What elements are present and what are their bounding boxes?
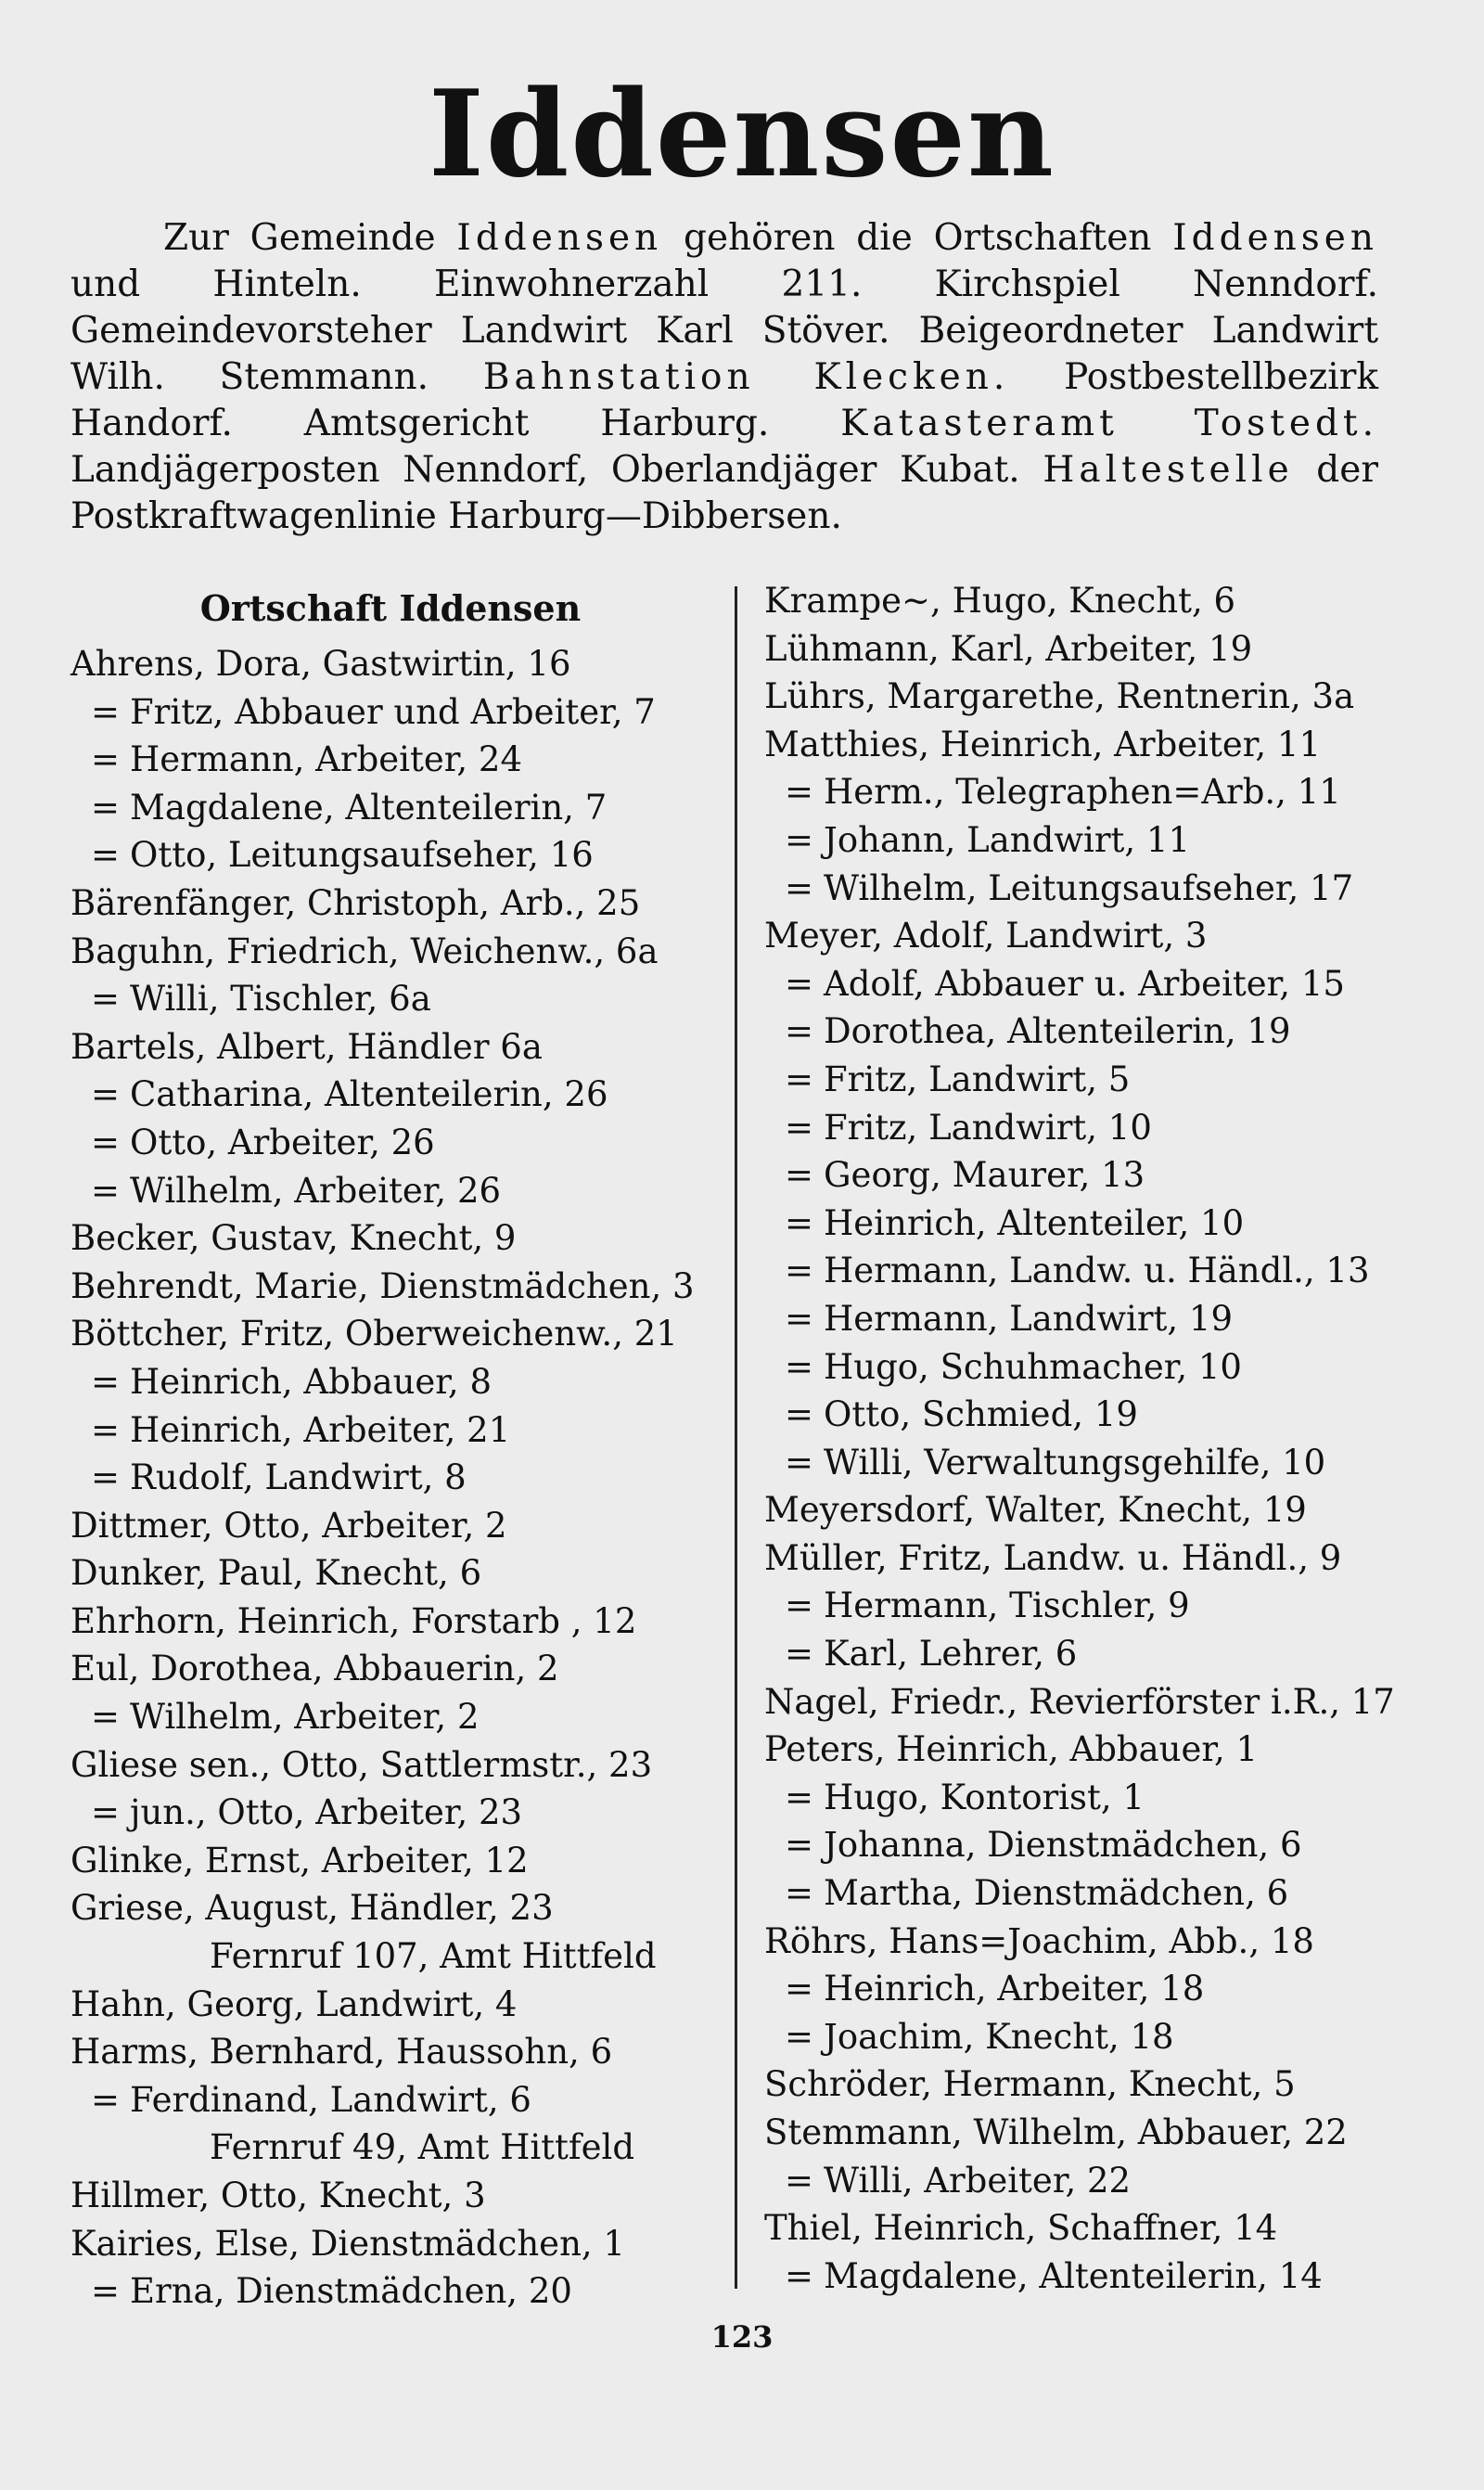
list-item	[70, 1789, 710, 1837]
list-item	[70, 1645, 710, 1693]
list-item	[764, 1630, 1414, 1678]
ditto-mark: =	[785, 1107, 814, 1148]
entry-text: jun., Otto, Arbeiter, 23	[130, 1792, 523, 1833]
list-item	[70, 1406, 710, 1455]
ditto-mark: =	[91, 787, 121, 828]
ditto-mark: =	[785, 2255, 814, 2296]
entry-text: Müller, Fritz, Landw. u. Händl., 9	[764, 1537, 1342, 1578]
entry-text: Wilhelm, Leitungsaufseher, 17	[824, 867, 1354, 908]
list-item	[764, 1534, 1414, 1583]
list-item	[764, 960, 1414, 1008]
ditto-mark: =	[785, 1346, 814, 1387]
list-item	[70, 1023, 710, 1072]
list-item	[70, 736, 710, 784]
right-column	[764, 577, 1414, 2300]
list-item	[764, 1869, 1414, 1918]
entry-text: Fritz, Landwirt, 10	[824, 1107, 1152, 1148]
list-item	[70, 784, 710, 832]
entry-text: Fernruf 49, Amt Hittfeld	[210, 2127, 635, 2168]
entry-text: Eul, Dorothea, Abbauerin, 2	[70, 1649, 559, 1689]
ditto-mark: =	[91, 691, 121, 732]
entry-text: Behrendt, Marie, Dienstmädchen, 3	[70, 1265, 695, 1306]
list-item	[764, 2253, 1414, 2301]
entry-text: Baguhn, Friedrich, Weichenw., 6a	[70, 931, 659, 971]
entry-text: Magdalene, Altenteilerin, 14	[824, 2255, 1323, 2296]
ditto-mark: =	[91, 979, 121, 1020]
ditto-mark: =	[785, 1251, 814, 1291]
column-heading: Ortschaft Iddensen	[199, 587, 582, 629]
ditto-mark: =	[785, 1585, 814, 1626]
list-item	[70, 640, 710, 688]
entry-text: Willi, Arbeiter, 22	[824, 2160, 1132, 2201]
list-item	[70, 1549, 710, 1598]
ditto-mark: =	[785, 1155, 814, 1196]
list-item	[70, 928, 710, 976]
list-item	[70, 831, 710, 879]
entry-text: Stemmann, Wilhelm, Abbauer, 22	[764, 2112, 1348, 2152]
entry-text: Johann, Landwirt, 11	[824, 819, 1190, 860]
ditto-mark: =	[91, 1074, 121, 1115]
entry-text: Willi, Tischler, 6a	[130, 979, 431, 1020]
list-item	[764, 673, 1414, 721]
entry-text: Ehrhorn, Heinrich, Forstarb , 12	[70, 1600, 637, 1641]
entry-text: Glinke, Ernst, Arbeiter, 12	[70, 1840, 529, 1880]
ditto-mark: =	[785, 1202, 814, 1243]
entry-text: Lühmann, Karl, Arbeiter, 19	[764, 628, 1253, 669]
entry-text: Hermann, Arbeiter, 24	[130, 739, 522, 780]
ditto-mark: =	[785, 1394, 814, 1435]
entry-text: Catharina, Altenteilerin, 26	[130, 1074, 608, 1115]
ditto-mark: =	[785, 819, 814, 860]
ditto-mark: =	[785, 2016, 814, 2057]
ditto-mark: =	[785, 1634, 814, 1675]
ditto-mark: =	[91, 835, 121, 876]
list-item	[764, 1678, 1414, 1726]
list-item	[764, 1439, 1414, 1487]
list-item	[764, 2013, 1414, 2061]
list-item	[70, 1119, 710, 1167]
ditto-mark: =	[785, 772, 814, 813]
list-item	[764, 2109, 1414, 2157]
list-item	[70, 2220, 710, 2268]
entry-text: Fritz, Abbauer und Arbeiter, 7	[130, 691, 656, 732]
list-item	[764, 912, 1414, 960]
list-item	[764, 1774, 1414, 1822]
ditto-mark: =	[91, 1457, 121, 1498]
entry-text: Fritz, Landwirt, 5	[824, 1059, 1131, 1099]
list-item	[70, 1358, 710, 1406]
ditto-mark: =	[785, 1298, 814, 1339]
entry-text: Meyersdorf, Walter, Knecht, 19	[764, 1490, 1307, 1531]
entry-text: Johanna, Dienstmädchen, 6	[824, 1825, 1302, 1866]
entry-text: Adolf, Abbauer u. Arbeiter, 15	[824, 963, 1345, 1004]
entry-text: Hermann, Landw. u. Händl., 13	[824, 1251, 1370, 1291]
entry-text: Meyer, Adolf, Landwirt, 3	[764, 916, 1208, 956]
ditto-mark: =	[785, 2160, 814, 2201]
list-item	[764, 625, 1414, 674]
entry-text: Otto, Leitungsaufseher, 16	[130, 835, 594, 876]
list-item	[764, 1200, 1414, 1248]
entry-text: Griese, August, Händler, 23	[70, 1888, 554, 1929]
list-item	[70, 1932, 710, 1981]
ditto-mark: =	[785, 1969, 814, 2009]
list-item	[70, 1310, 710, 1358]
ditto-mark: =	[91, 1170, 121, 1211]
entry-text: Otto, Arbeiter, 26	[130, 1122, 435, 1162]
entry-text: Harms, Bernhard, Haussohn, 6	[70, 2032, 613, 2073]
intro-text: Zur Gemeinde	[163, 217, 457, 259]
intro-text: gehören die Ortschaften	[662, 217, 1173, 259]
right-rows	[764, 577, 1414, 2300]
entry-text: Hugo, Schuhmacher, 10	[824, 1346, 1242, 1387]
intro-station: Bahnstation Klecken.	[482, 356, 1010, 398]
list-item	[70, 1837, 710, 1885]
intro-paragraph	[70, 215, 1378, 540]
entry-text: Peters, Heinrich, Abbauer, 1	[764, 1729, 1259, 1770]
ditto-mark: =	[785, 963, 814, 1004]
ditto-mark: =	[785, 1873, 814, 1914]
entry-text: Hahn, Georg, Landwirt, 4	[70, 1983, 518, 2024]
ditto-mark: =	[785, 867, 814, 908]
entry-text: Otto, Schmied, 19	[824, 1394, 1138, 1435]
ditto-mark: =	[785, 1059, 814, 1099]
entry-text: Hugo, Kontorist, 1	[824, 1777, 1145, 1817]
list-item	[764, 865, 1414, 913]
ditto-mark: =	[91, 1697, 121, 1738]
entry-text: Becker, Gustav, Knecht, 9	[70, 1218, 517, 1259]
ditto-mark: =	[785, 1442, 814, 1482]
list-item	[764, 1965, 1414, 2013]
list-item	[764, 721, 1414, 769]
entry-text: Lührs, Margarethe, Rentnerin, 3a	[764, 676, 1355, 717]
list-item	[70, 975, 710, 1023]
entry-text: Heinrich, Arbeiter, 21	[130, 1409, 511, 1450]
ditto-mark: =	[91, 2079, 121, 2120]
list-item	[70, 1454, 710, 1502]
entry-text: Hillmer, Otto, Knecht, 3	[70, 2176, 486, 2215]
intro-text: Postbestellbezirk Handorf. Amtsgericht Harburg.	[70, 356, 1378, 444]
intro-text: der Postkraftwagenlinie Harburg—Dibbersen.	[70, 449, 1378, 537]
entry-text: Schröder, Hermann, Knecht, 5	[764, 2064, 1296, 2105]
entry-text: Bärenfänger, Christoph, Arb., 25	[70, 882, 641, 923]
entry-text: Heinrich, Abbauer, 8	[130, 1361, 492, 1402]
intro-text: und Hinteln. Einwohnerzahl 211. Kirchspiel Nenndorf. Gemeindevorsteher Landwirt Karl Stöver. Beigeordneter Landwirt Wilh. Stemmann.	[70, 263, 1378, 398]
entry-text: Martha, Dienstmädchen, 6	[824, 1873, 1289, 1914]
intro-halte: Haltestelle	[1043, 449, 1294, 491]
list-item	[70, 2076, 710, 2124]
list-item	[70, 1502, 710, 1550]
list-item	[70, 1693, 710, 1741]
entry-text: Kairies, Else, Dienstmädchen, 1	[70, 2223, 625, 2264]
list-item	[764, 2204, 1414, 2253]
entry-text: Hermann, Landwirt, 19	[824, 1298, 1233, 1339]
list-item	[70, 2124, 710, 2172]
ditto-mark: =	[91, 1409, 121, 1450]
intro-place: Iddensen	[456, 217, 663, 259]
list-item	[70, 1741, 710, 1790]
left-rows	[70, 640, 710, 2316]
entry-text: Matthies, Heinrich, Arbeiter, 11	[764, 724, 1321, 764]
entry-text: Heinrich, Arbeiter, 18	[824, 1969, 1205, 2009]
list-item	[70, 1071, 710, 1119]
ditto-mark: =	[91, 739, 121, 780]
list-item	[764, 768, 1414, 816]
list-item	[764, 1295, 1414, 1343]
entry-text: Ferdinand, Landwirt, 6	[130, 2079, 531, 2120]
entry-text: Bartels, Albert, Händler 6a	[70, 1026, 543, 1067]
list-item	[764, 1821, 1414, 1869]
entry-text: Dorothea, Altenteilerin, 19	[824, 1011, 1291, 1052]
list-item	[764, 1391, 1414, 1439]
page-title: Iddensen	[429, 65, 1055, 204]
entry-text: Georg, Maurer, 13	[824, 1155, 1145, 1196]
entry-text: Fernruf 107, Amt Hittfeld	[210, 1936, 657, 1977]
entry-text: Wilhelm, Arbeiter, 2	[130, 1697, 480, 1738]
entry-text: Dunker, Paul, Knecht, 6	[70, 1553, 482, 1594]
list-item	[764, 1486, 1414, 1534]
page-number: 123	[710, 2319, 774, 2355]
intro-place: Iddensen	[1172, 217, 1378, 259]
entry-text: Röhrs, Hans=Joachim, Abb., 18	[764, 1920, 1314, 1961]
list-item	[764, 577, 1414, 625]
entry-text: Krampe~, Hugo, Knecht, 6	[764, 581, 1236, 621]
intro-kataster: Katasteramt Tostedt.	[840, 403, 1378, 444]
ditto-mark: =	[91, 1792, 121, 1833]
list-item	[70, 1598, 710, 1646]
entry-text: Karl, Lehrer, 6	[824, 1634, 1078, 1675]
list-item	[764, 816, 1414, 865]
ditto-mark: =	[785, 1825, 814, 1866]
ditto-mark: =	[91, 1122, 121, 1162]
ditto-mark: =	[91, 1361, 121, 1402]
list-item	[70, 1167, 710, 1215]
list-item	[70, 1884, 710, 1932]
list-item	[70, 1981, 710, 2029]
list-item	[764, 1726, 1414, 1774]
entry-text: Nagel, Friedr., Revierförster i.R., 17	[764, 1681, 1395, 1722]
entry-text: Gliese sen., Otto, Sattlermstr., 23	[70, 1744, 653, 1785]
ditto-mark: =	[91, 2271, 121, 2312]
entry-text: Erna, Dienstmädchen, 20	[130, 2271, 572, 2312]
entry-text: Hermann, Tischler, 9	[824, 1585, 1190, 1626]
entry-text: Willi, Verwaltungsgehilfe, 10	[824, 1442, 1326, 1482]
list-item	[70, 879, 710, 928]
entry-text: Ahrens, Dora, Gastwirtin, 16	[70, 644, 571, 684]
entry-text: Joachim, Knecht, 18	[824, 2016, 1174, 2057]
list-item	[764, 1056, 1414, 1104]
list-item	[764, 1008, 1414, 1056]
entry-text: Thiel, Heinrich, Schaffner, 14	[764, 2208, 1278, 2249]
list-item	[764, 1151, 1414, 1200]
list-item	[764, 2157, 1414, 2205]
list-item	[70, 688, 710, 737]
list-item	[70, 2028, 710, 2076]
entry-text: Herm., Telegraphen=Arb., 11	[824, 772, 1341, 813]
list-item	[70, 1263, 710, 1311]
entry-text: Wilhelm, Arbeiter, 26	[130, 1170, 502, 1211]
entry-text: Heinrich, Altenteiler, 10	[824, 1202, 1245, 1243]
list-item	[70, 2267, 710, 2316]
entry-text: Rudolf, Landwirt, 8	[130, 1457, 467, 1498]
list-item	[764, 1918, 1414, 1966]
column-divider	[735, 586, 737, 2289]
list-item	[764, 1104, 1414, 1152]
entry-text: Dittmer, Otto, Arbeiter, 2	[70, 1505, 507, 1546]
list-item	[764, 1247, 1414, 1295]
list-item	[70, 2172, 710, 2220]
intro-text: Landjägerposten Nenndorf, Oberlandjäger Kubat.	[70, 449, 1043, 491]
list-item	[70, 1214, 710, 1263]
ditto-mark: =	[785, 1011, 814, 1052]
ditto-mark: =	[785, 1777, 814, 1817]
list-item	[764, 1343, 1414, 1392]
entry-text: Magdalene, Altenteilerin, 7	[130, 787, 608, 828]
list-item	[764, 1582, 1414, 1630]
left-column	[70, 577, 710, 2316]
list-item	[764, 2060, 1414, 2109]
entry-text: Böttcher, Fritz, Oberweichenw., 21	[70, 1314, 678, 1354]
